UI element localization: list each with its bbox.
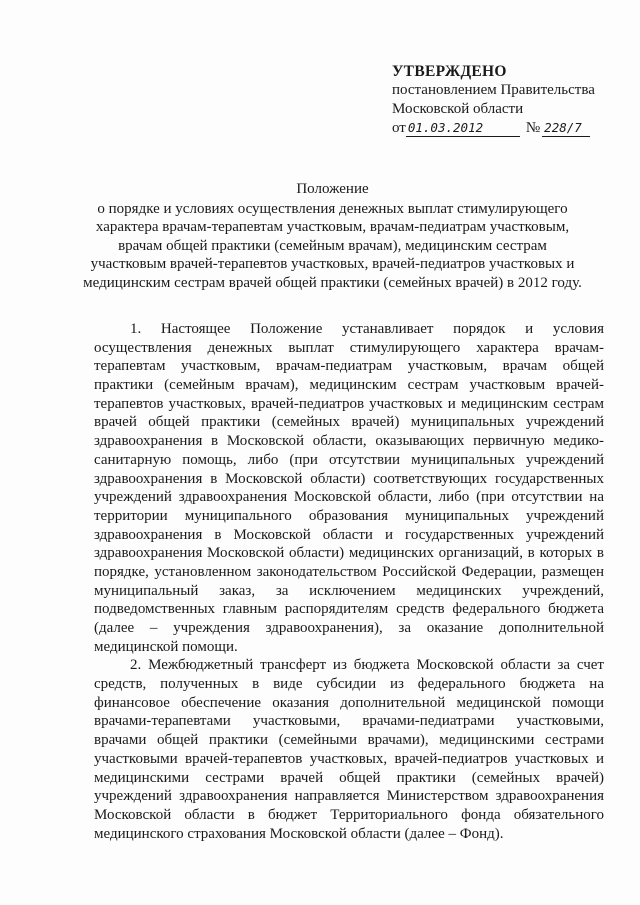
approval-date-line bbox=[392, 119, 622, 138]
text-line: учреждений здравоохранения направляется Министерством здравоохранения bbox=[94, 788, 604, 805]
text-line: здравоохранения Московской области) медицинских организаций, в которых в bbox=[94, 545, 604, 562]
text-line: осуществления денежных выплат стимулирующего характера врачам- bbox=[94, 339, 604, 356]
title-line: медицинским сестрам врачей общей практики (семейных врачей) в 2012 году. bbox=[83, 274, 582, 291]
text-line: медицинской помощи. bbox=[94, 638, 238, 655]
text-line: Московской области в бюджет Территориального фонда обязательного bbox=[94, 806, 604, 823]
paragraph-1 bbox=[94, 320, 604, 656]
text-line: врачами общей практики (семейными врачами), медицинскими сестрами bbox=[94, 732, 604, 749]
approval-heading: УТВЕРЖДЕНО bbox=[392, 63, 507, 80]
text-line: здравоохранения в Московской области, оказывающих первичную медико- bbox=[94, 433, 604, 450]
text-line: участковыми врачей-терапевтов участковых, врачей-педиатров участковых и bbox=[94, 750, 604, 767]
text-line: муниципальный заказ, за исключением медицинских учреждений, bbox=[94, 582, 604, 599]
text-line: 2. Межбюджетный трансферт из бюджета Московской области за счет bbox=[130, 657, 604, 674]
approval-line-1: постановлением Правительства bbox=[392, 82, 595, 98]
approval-stamp bbox=[392, 62, 622, 138]
text-line: здравоохранения в Московской области и государственных учреждений bbox=[94, 526, 604, 543]
document-title bbox=[60, 180, 605, 293]
date-prefix: от bbox=[392, 120, 406, 136]
text-line: медицинскими сестрами врачей общей практики (семейных врачей) bbox=[94, 769, 604, 786]
decree-number: 228/7 bbox=[542, 120, 590, 137]
text-line: территории муниципального образования муниципальных учреждений bbox=[94, 507, 604, 524]
text-line: подведомственных главным распорядителям средств федерального бюджета bbox=[94, 601, 604, 618]
text-line: врачами-терапевтами участковыми, врачами-педиатрами участковыми, bbox=[94, 713, 604, 730]
text-line: терапевтов участковых, врачей-педиатров участковых и медицинским сестрам bbox=[94, 395, 604, 412]
title-line: участковым врачей-терапевтов участковых, врачей-педиатров участковых и bbox=[90, 256, 575, 273]
title-line: характера врачам-терапевтам участковым, врачам-педиатрам участковым, bbox=[95, 219, 570, 236]
text-line: практики (семейным врачам), медицинским сестрам участковым врачей- bbox=[94, 377, 604, 394]
text-line: 1. Настоящее Положение устанавливает порядок и условия bbox=[130, 321, 604, 337]
text-line: порядке, установленном законодательством Российской Федерации, размещен bbox=[94, 563, 604, 580]
title-lines bbox=[60, 200, 605, 293]
text-line: здравоохранения в Московской области) соответствующих государственных bbox=[94, 470, 604, 487]
text-line: терапевтам участковым, врачам-педиатрам участковым, врачам общей bbox=[94, 358, 604, 375]
text-line: финансовое обеспечение оказания дополнительной медицинской помощи bbox=[94, 694, 604, 711]
decree-date: 01.03.2012 bbox=[406, 120, 520, 137]
text-line: (далее – учреждения здравоохранения), за оказание дополнительной bbox=[94, 620, 604, 636]
text-line: медицинского страхования Московской области (далее – Фонд). bbox=[94, 825, 504, 842]
text-line: средств, полученных в виде субсидии из федерального бюджета на bbox=[94, 676, 604, 693]
approval-line-2: Московской области bbox=[392, 101, 524, 117]
text-line: учреждений здравоохранения Московской области, либо (при отсутствии на bbox=[94, 489, 604, 506]
paragraph-2 bbox=[94, 656, 604, 843]
document-body bbox=[94, 320, 604, 843]
text-line: санитарную помощь, либо (при отсутствии муниципальных учреждений bbox=[94, 451, 604, 468]
title-word: Положение bbox=[296, 181, 369, 197]
number-sign: № bbox=[525, 120, 541, 136]
title-line: врачам общей практики (семейным врачам), медицинским сестрам bbox=[118, 237, 547, 254]
title-line: о порядке и условиях осуществления денежных выплат стимулирующего bbox=[97, 200, 568, 217]
text-line: врачей общей практики (семейных врачей) муниципальных учреждений bbox=[94, 414, 604, 431]
